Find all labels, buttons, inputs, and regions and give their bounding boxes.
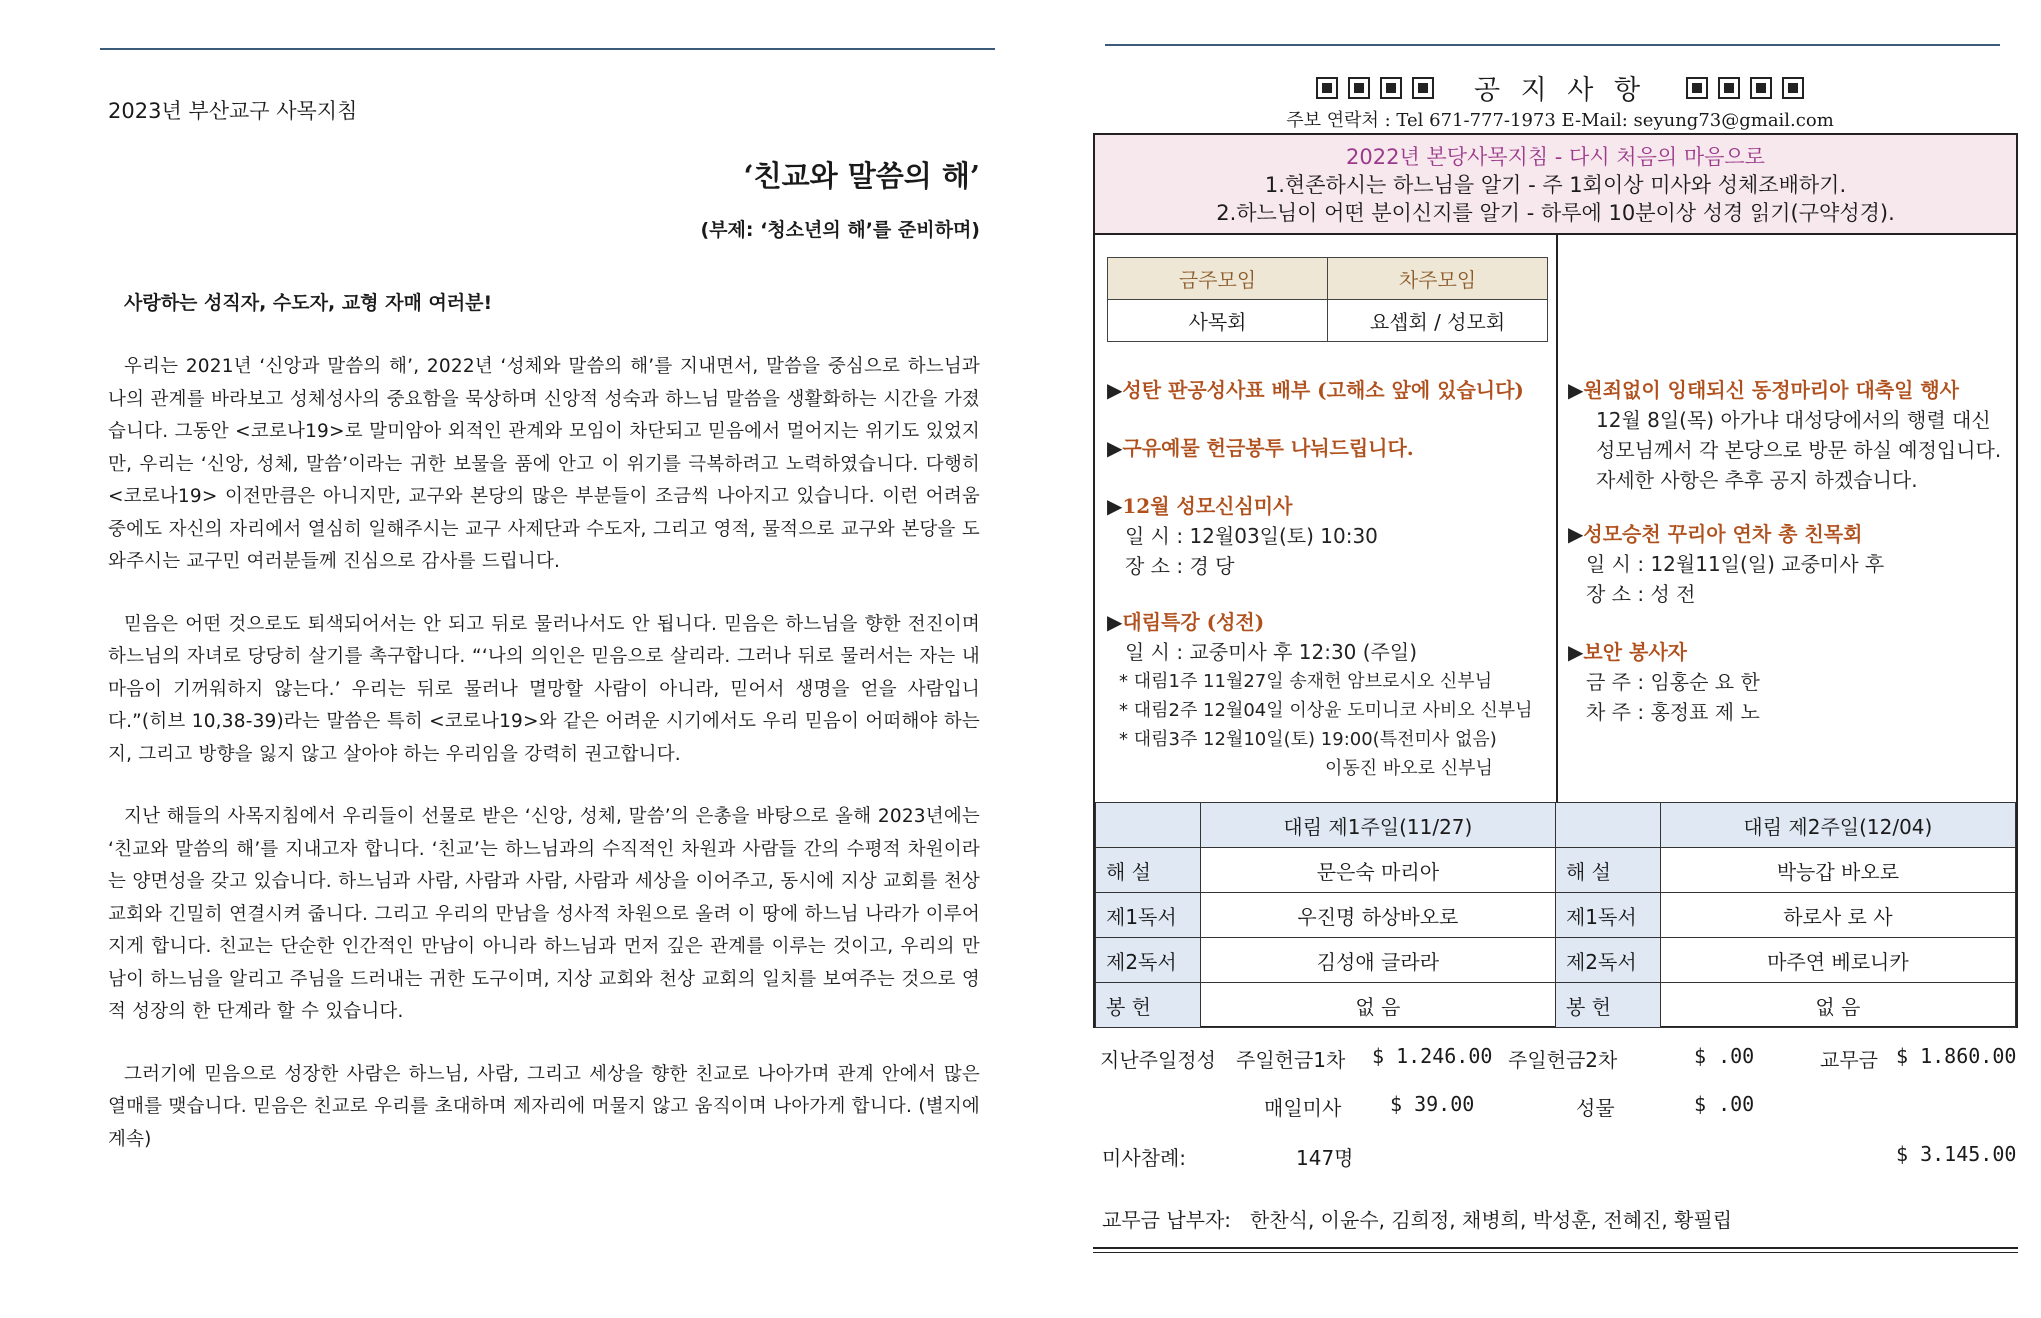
letter-paragraph: 믿음은 어떤 것으로도 퇴색되어서는 안 되고 뒤로 물러나서도 안 됩니다. 믿음은 하느님을 향한 전진이며 하느님의 자녀로 당당히 살기를 촉구합니다. “‘나의 의인은 믿음으로 살리라. 그러나 뒤로 물러서는 자는 내 마음이 기꺼워하지 않는다.’ 우리는 뒤로 물러나 멸망할 사람이 아니라, 믿어서 생명을 얻을 사람입니다.”(히브 10,38-39)라는 말씀은 특히 <코로나19>와 같은 어려운 시기에서도 우리 믿음이 어떠해야 하는지, 그리고 방향을 잃지 않고 살아야 하는 우리임을 강력히 권고합니다. xyxy=(108,613,980,765)
letter-subtitle: (부제: ‘청소년의 해’를 준비하며) xyxy=(700,219,980,241)
guideline-title: 2022년 본당사목지침 - 다시 처음의 마음으로 xyxy=(1346,145,1765,169)
notice-heading: 12월 성모신심미사 xyxy=(1122,494,1293,518)
total-amount: $ 3.145.00 xyxy=(1896,1142,2017,1166)
duty-label: 제1독서 xyxy=(1555,893,1660,938)
sunday1-label: 주일헌금1차 xyxy=(1236,1048,1346,1072)
duty-label: 제2독서 xyxy=(1555,938,1660,983)
triangle-bullet-icon: ▶ xyxy=(1107,494,1123,518)
duty-label: 해 설 xyxy=(1096,848,1201,893)
notice-heading: 성탄 판공성사표 배부 (고해소 앞에 있습니다) xyxy=(1122,378,1524,402)
notice-curia xyxy=(1568,519,1884,609)
duty-header-blank xyxy=(1096,803,1201,848)
notice-heading: 보안 봉사자 xyxy=(1583,640,1687,664)
next-week-meeting: 요셉회 / 성모회 xyxy=(1328,300,1548,342)
daily-amount: $ 39.00 xyxy=(1390,1092,1475,1116)
square-bullets-icon xyxy=(1316,77,1434,99)
goods-label: 성물 xyxy=(1576,1096,1615,1120)
letter-paragraph: 그러기에 믿음으로 성장한 사람은 하느님, 사람, 그리고 세상을 향한 친교로 나아가며 관계 안에서 많은 열매를 맺습니다. 믿음은 친교로 우리를 초대하며 제자리에 머물지 않고 움직이며 나아가게 합니다. (별지에 계속) xyxy=(108,1063,980,1150)
triangle-bullet-icon: ▶ xyxy=(1107,436,1123,460)
liturgy-duty-table xyxy=(1095,802,2016,1028)
letter-header: 2023년 부산교구 사목지침 xyxy=(108,99,358,123)
notice-place: 장 소 : 성 전 xyxy=(1586,582,1696,606)
notice-line: 성모님께서 각 본당으로 방문 하실 예정입니다. xyxy=(1596,438,2002,462)
payers-label: 교무금 납부자: xyxy=(1102,1208,1232,1232)
notice-line: 차 주 : 홍정표 제 노 xyxy=(1586,700,1760,724)
week2-header: 대림 제2주일(12/04) xyxy=(1660,803,2015,848)
table-row xyxy=(1096,983,2016,1028)
finance-label: 지난주일정성 xyxy=(1100,1048,1216,1072)
triangle-bullet-icon: ▶ xyxy=(1107,610,1123,634)
notice-date: 일 시 : 교중미사 후 12:30 (주일) xyxy=(1125,640,1418,664)
notice-heading: 구유예물 헌금봉투 나눠드립니다. xyxy=(1122,436,1414,460)
table-row xyxy=(1096,938,2016,983)
top-rule-right xyxy=(1105,44,2000,46)
notice-immaculate xyxy=(1568,375,2001,495)
guideline-line: 2.하느님이 어떤 분이신지를 알기 - 하루에 10분이상 성경 읽기(구약성경). xyxy=(1216,201,1895,225)
meeting-table xyxy=(1107,257,1548,342)
duty-value: 문은숙 마리아 xyxy=(1200,848,1555,893)
letter-title: ‘친교와 말씀의 해’ xyxy=(743,159,980,193)
notice-date: 일 시 : 12월11일(일) 교중미사 후 xyxy=(1586,552,1885,576)
notice-heading: 성모승천 꾸리아 연차 총 친목회 xyxy=(1583,522,1863,546)
duty-value: 박능갑 바오로 xyxy=(1660,848,2015,893)
duty-value: 마주연 베로니카 xyxy=(1660,938,2015,983)
duty-label: 제1독서 xyxy=(1096,893,1201,938)
duty-label: 봉 헌 xyxy=(1555,983,1660,1028)
notice-date: 일 시 : 12월03일(토) 10:30 xyxy=(1125,524,1378,548)
pastoral-guideline-box xyxy=(1095,135,2016,235)
duty-value: 없 음 xyxy=(1200,983,1555,1028)
notice-confession xyxy=(1107,375,1524,405)
daily-label: 매일미사 xyxy=(1264,1096,1342,1120)
triangle-bullet-icon: ▶ xyxy=(1568,378,1584,402)
table-row xyxy=(1096,848,2016,893)
notice-box xyxy=(1093,133,2018,1028)
diocese-amount: $ 1.860.00 xyxy=(1896,1044,2017,1068)
sunday2-label: 주일헌금2차 xyxy=(1508,1048,1618,1072)
attendance-label: 미사참례: xyxy=(1102,1146,1187,1170)
this-week-meeting: 사목회 xyxy=(1108,300,1328,342)
notice-heading: 대림특강 (성전) xyxy=(1122,610,1265,634)
contact-line: 주보 연락처 : Tel 671-777-1973 E-Mail: seyung73@gmail.com xyxy=(1286,110,1834,131)
duty-label: 제2독서 xyxy=(1096,938,1201,983)
duty-label: 해 설 xyxy=(1555,848,1660,893)
guideline-line: 1.현존하시는 하느님을 알기 - 주 1회이상 미사와 성체조배하기. xyxy=(1264,173,1847,197)
pastoral-letter xyxy=(108,96,980,1156)
duty-value: 김성애 글라라 xyxy=(1200,938,1555,983)
this-week-meeting-header: 금주모임 xyxy=(1108,258,1328,300)
duty-value: 하로사 로 사 xyxy=(1660,893,2015,938)
duty-label: 봉 헌 xyxy=(1096,983,1201,1028)
diocese-label: 교무금 xyxy=(1820,1048,1878,1072)
letter-greeting: 사랑하는 성직자, 수도자, 교형 자매 여러분! xyxy=(124,292,493,314)
notice-place: 장 소 : 경 당 xyxy=(1125,554,1235,578)
sunday1-amount: $ 1.246.00 xyxy=(1372,1044,1493,1068)
notice-line: 이동진 바오로 신부님 xyxy=(1325,758,1493,779)
duty-value: 없 음 xyxy=(1660,983,2015,1028)
table-row xyxy=(1096,893,2016,938)
notice-header xyxy=(1300,68,1820,107)
notice-security xyxy=(1568,637,1760,727)
column-divider xyxy=(1556,235,1558,802)
week1-header: 대림 제1주일(11/27) xyxy=(1200,803,1555,848)
letter-paragraph: 지난 해들의 사목지침에서 우리들이 선물로 받은 ‘신앙, 성체, 말씀’의 은총을 바탕으로 올해 2023년에는 ‘친교와 말씀의 해’를 지내고자 합니다. ‘친교’는 하느님과의 수직적인 차원과 사람들 간의 수평적 차원이라는 양면성을 갖고 있습니다. 하느님과 사람, 사람과 사람, 사람과 세상을 이어주고, 동시에 지상 교회를 천상 교회와 긴밀히 연결시켜 줍니다. 그리고 우리의 만남을 성사적 차원으로 올려 이 땅에 하느님 나라가 이루어지게 합니다. 친교는 단순한 인간적인 만남이 아니라 하느님과 먼저 깊은 관계를 이루는 것이고, 우리의 만남이 하느님을 알리고 주님을 드러내는 귀한 도구이며, 지상 교회와 천상 교회의 일치를 보여주는 것으로 영적 성장의 한 단계라 할 수 있습니다. xyxy=(108,806,980,1022)
notice-envelope xyxy=(1107,433,1414,463)
goods-amount: $ .00 xyxy=(1694,1092,1755,1116)
duty-value: 우진명 하상바오로 xyxy=(1200,893,1555,938)
bottom-rule xyxy=(1093,1247,2018,1249)
triangle-bullet-icon: ▶ xyxy=(1568,640,1584,664)
notice-line: 금 주 : 임홍순 요 한 xyxy=(1586,670,1760,694)
duty-header-blank xyxy=(1555,803,1660,848)
notice-line: * 대림1주 11월27일 송재헌 암브로시오 신부님 xyxy=(1119,671,1493,692)
letter-paragraph: 우리는 2021년 ‘신앙과 말씀의 해’, 2022년 ‘성체와 말씀의 해’를 지내면서, 말씀을 중심으로 하느님과 나의 관계를 바라보고 성체성사의 중요함을 묵상하며 신앙적 성숙과 하느님 말씀을 생활화하는 시간을 가졌습니다. 그동안 <코로나19>로 말미암아 외적인 관계와 모임이 차단되고 믿음에서 멀어지는 위기도 있었지만, 우리는 ‘신앙, 성체, 말씀’이라는 귀한 보물을 품에 안고 이 위기를 극복하려고 노력하였습니다. 다행히 <코로나19> 이전만큼은 아니지만, 교구와 본당의 많은 부분들이 조금씩 나아지고 있습니다. 이런 어려움 중에도 자신의 자리에서 열심히 일해주시는 교구 사제단과 수도자, 그리고 영적, 물적으로 교구와 본당을 도와주시는 교구민 여러분들께 진심으로 감사를 드립니다. xyxy=(108,356,980,572)
notice-heading: 원죄없이 잉태되신 동정마리아 대축일 행사 xyxy=(1583,378,1960,402)
sunday2-amount: $ .00 xyxy=(1694,1044,1755,1068)
notice-line: * 대림3주 12월10일(토) 19:00(특전미사 없음) xyxy=(1119,729,1497,750)
notice-title: 공 지 사 항 xyxy=(1473,75,1647,106)
attendance-value: 147명 xyxy=(1296,1146,1354,1170)
top-rule-left xyxy=(100,48,995,50)
triangle-bullet-icon: ▶ xyxy=(1568,522,1584,546)
notice-marian-mass xyxy=(1107,491,1378,581)
notice-line: 12월 8일(목) 아가냐 대성당에서의 행렬 대신 xyxy=(1596,408,1991,432)
square-bullets-icon xyxy=(1686,77,1804,99)
payers-list: 한찬식, 이윤수, 김희정, 채병희, 박성훈, 전혜진, 황필립 xyxy=(1250,1208,1733,1232)
notice-line: 자세한 사항은 추후 공지 하겠습니다. xyxy=(1596,468,1918,492)
notice-line: * 대림2주 12월04일 이상윤 도미니코 사비오 신부님 xyxy=(1119,700,1533,721)
triangle-bullet-icon: ▶ xyxy=(1107,378,1123,402)
next-week-meeting-header: 차주모임 xyxy=(1328,258,1548,300)
notice-advent-lecture xyxy=(1107,607,1533,783)
bottom-rule xyxy=(1093,1252,2018,1253)
